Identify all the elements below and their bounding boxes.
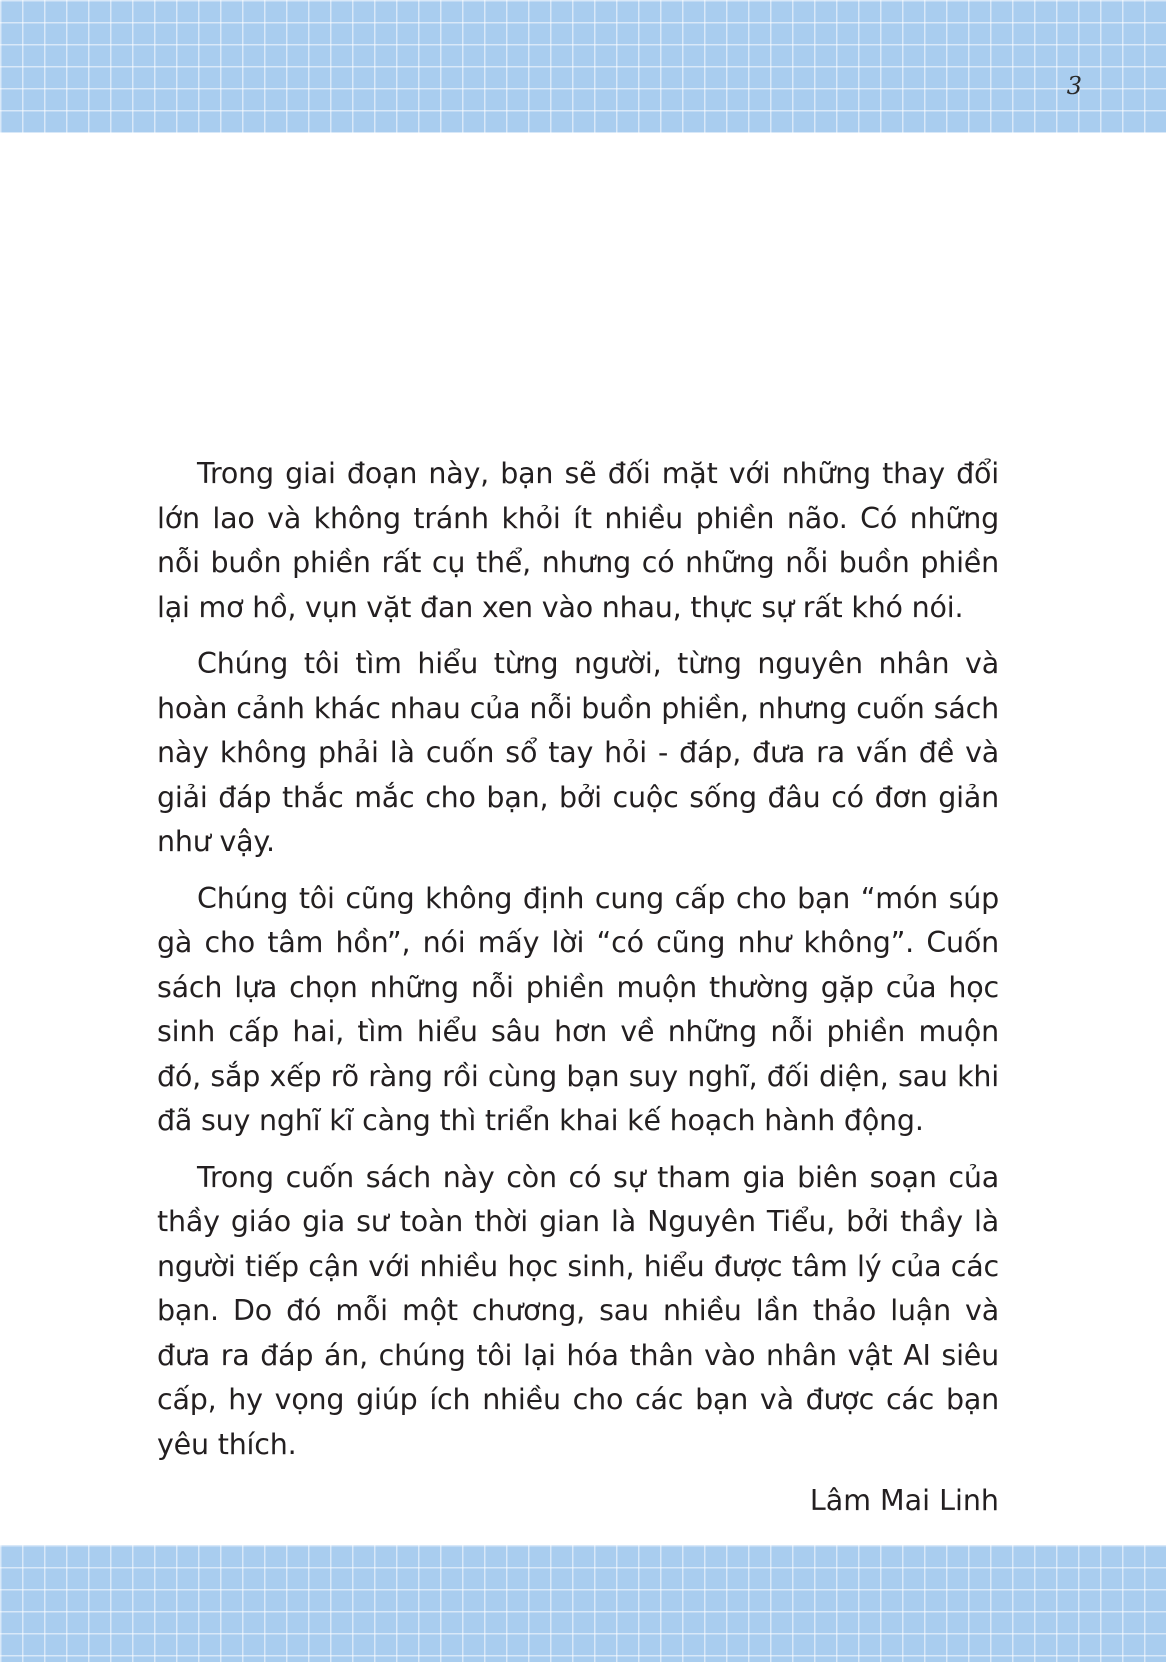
preface-body (157, 452, 999, 1524)
paragraph-4: Trong cuốn sách này còn có sự tham gia biên soạn của thầy giáo gia sư toàn thời gian là Nguyên Tiểu, bởi thầy là người tiếp cận với nhiều học sinh, hiểu được tâm lý của các bạn. Do đó mỗi một chương, sau nhiều lần thảo luận và đưa ra đáp án, chúng tôi lại hóa thân vào nhân vật AI siêu cấp, hy vọng giúp ích nhiều cho các bạn và được các bạn yêu thích. (157, 1160, 999, 1461)
footer-grid-band (0, 1545, 1166, 1662)
header-grid-band (0, 0, 1166, 133)
paragraph-1: Trong giai đoạn này, bạn sẽ đối mặt với những thay đổi lớn lao và không tránh khỏi ít nhiều phiền não. Có những nỗi buồn phiền rất cụ thể, nhưng có những nỗi buồn phiền lại mơ hồ, vụn vặt đan xen vào nhau, thực sự rất khó nói. (157, 457, 999, 624)
paragraph-2: Chúng tôi tìm hiểu từng người, từng nguyên nhân và hoàn cảnh khác nhau của nỗi buồn phiền, nhưng cuốn sách này không phải là cuốn sổ tay hỏi - đáp, đưa ra vấn đề và giải đáp thắc mắc cho bạn, bởi cuộc sống đâu có đơn giản như vậy. (157, 647, 999, 858)
page-number: 3 (1066, 72, 1082, 100)
paragraph-3: Chúng tôi cũng không định cung cấp cho bạn “món súp gà cho tâm hồn”, nói mấy lời “có cũng như không”. Cuốn sách lựa chọn những nỗi phiền muộn thường gặp của học sinh cấp hai, tìm hiểu sâu hơn về những nỗi phiền muộn đó, sắp xếp rõ ràng rồi cùng bạn suy nghĩ, đối diện, sau khi đã suy nghĩ kĩ càng thì triển khai kế hoạch hành động. (157, 881, 999, 1137)
author-signature: Lâm Mai Linh (809, 1484, 999, 1517)
